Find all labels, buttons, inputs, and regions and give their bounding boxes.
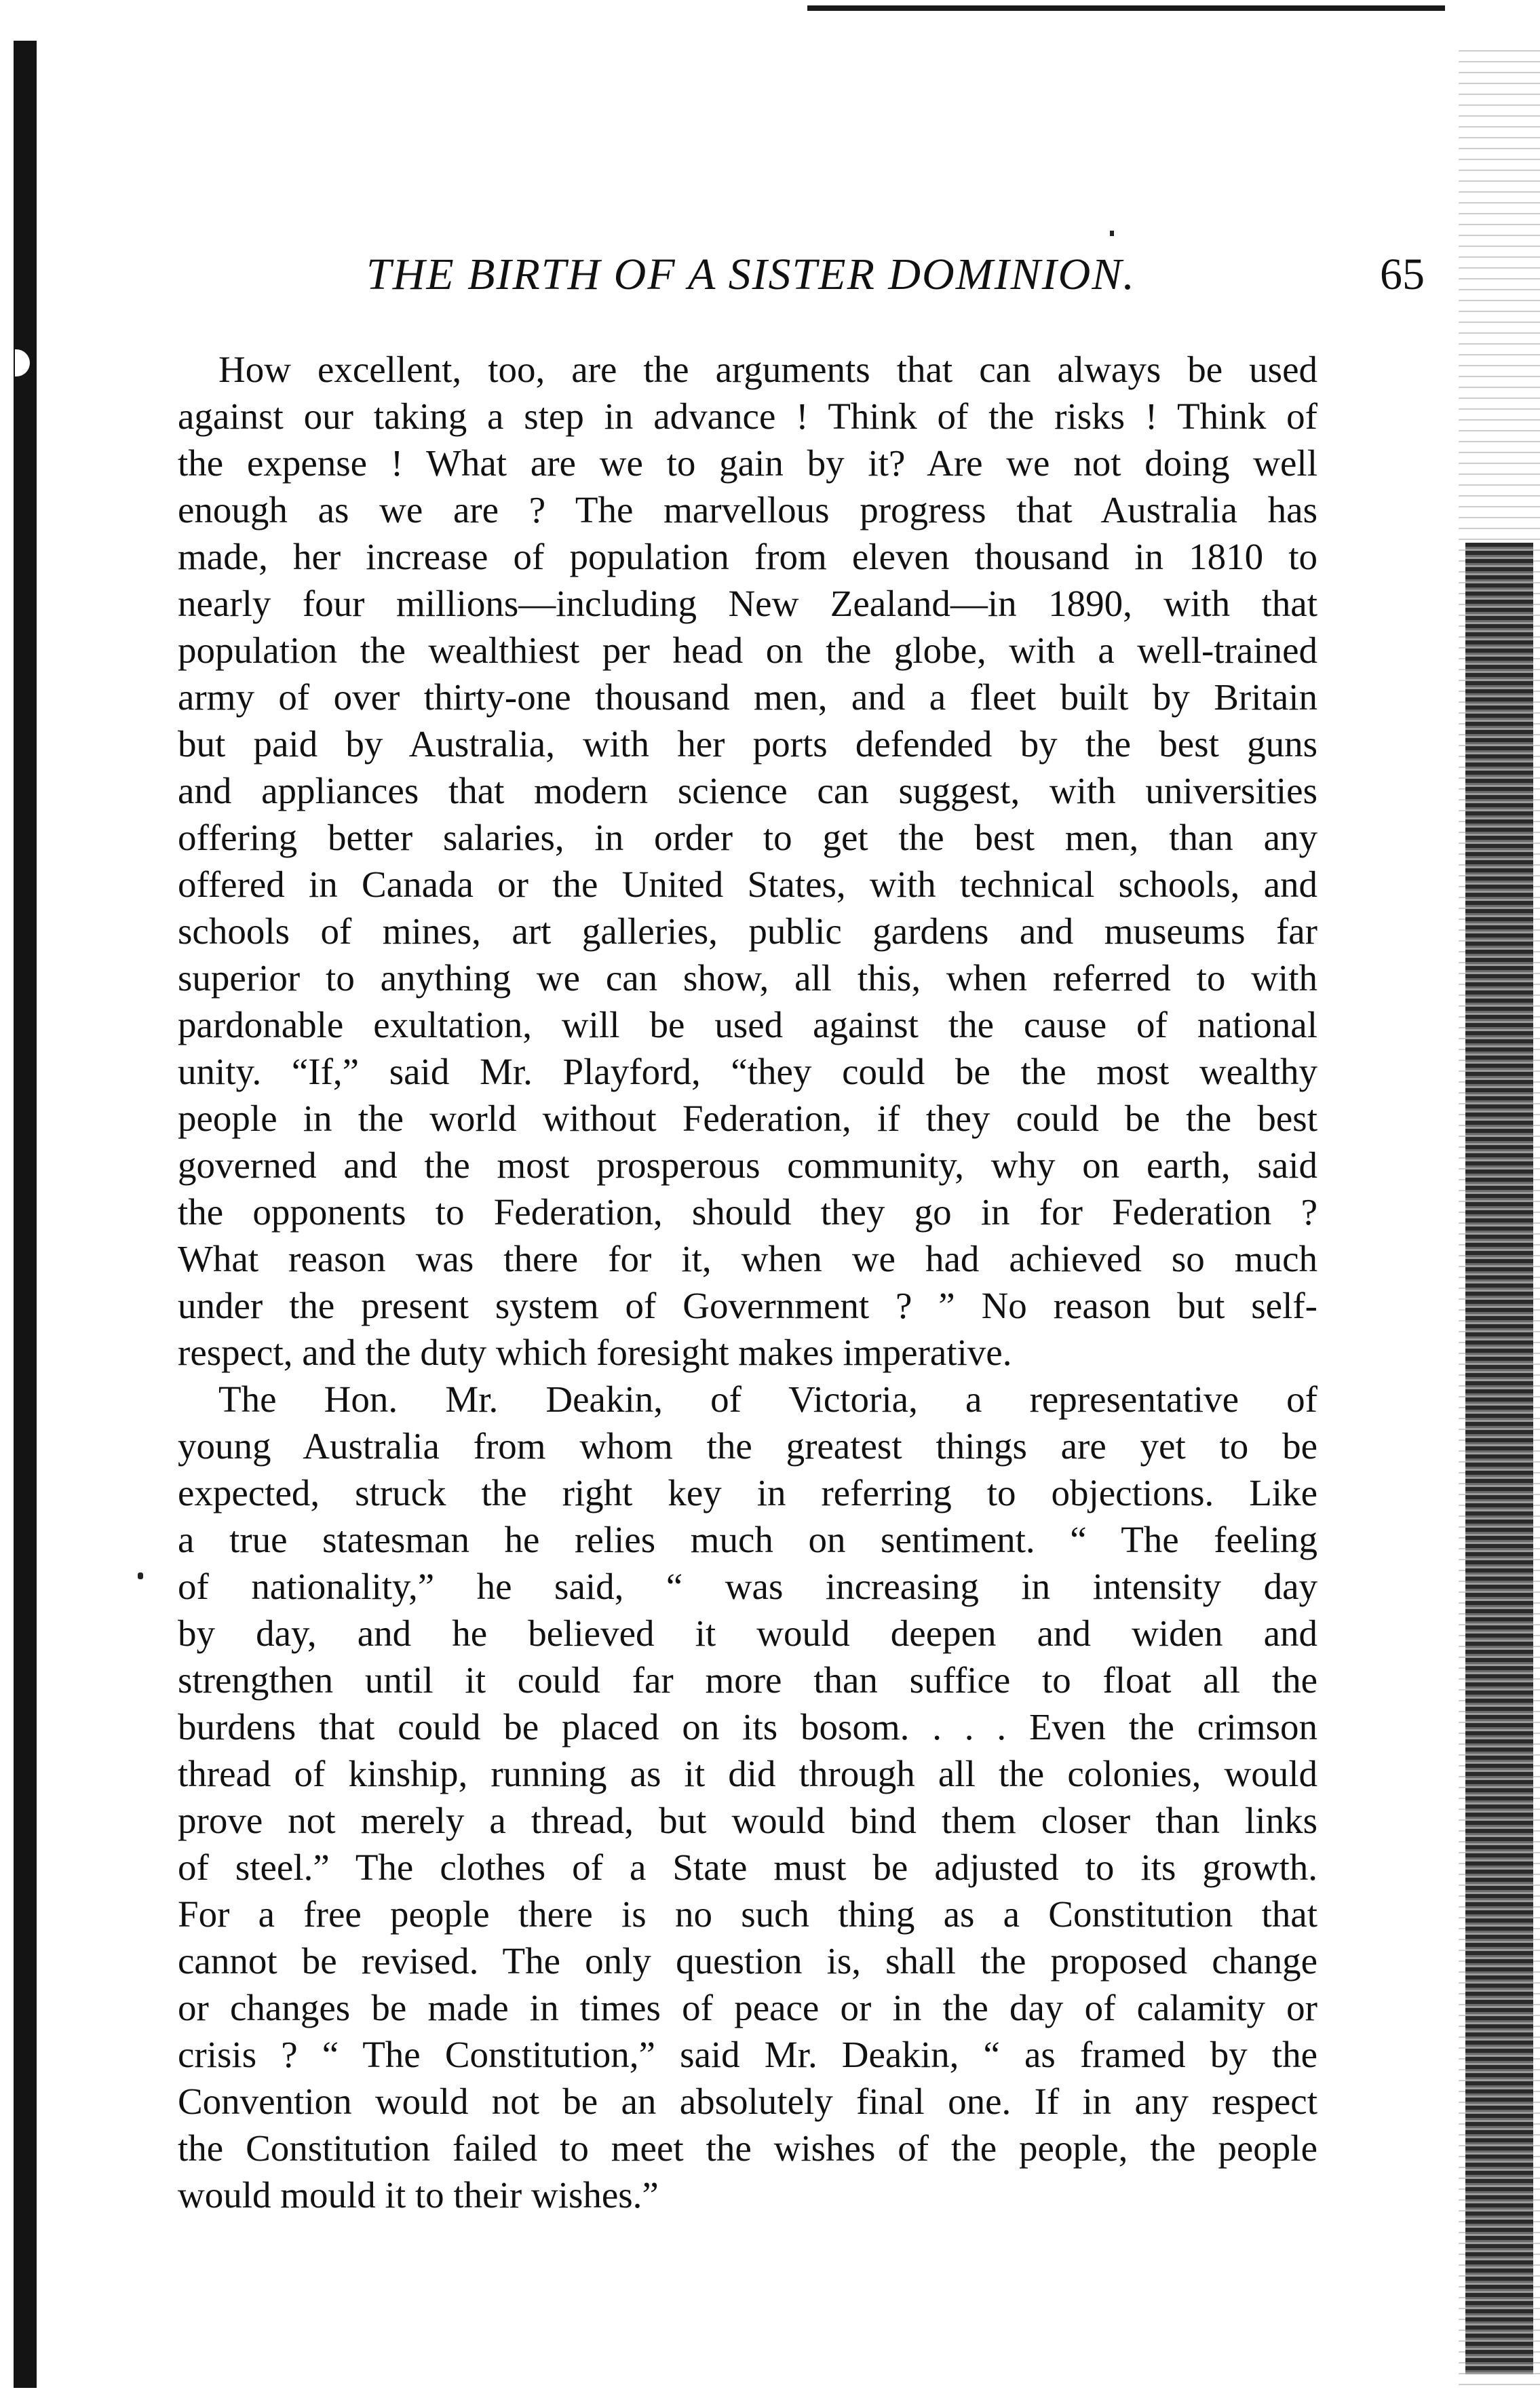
text-line: burdens that could be placed on its bosom. . . . Even the crimson [178, 1706, 1317, 1748]
text-line: crisis ? “ The Constitution,” said Mr. Deakin, “ as framed by the [178, 2034, 1317, 2075]
text-line: schools of mines, art galleries, public gardens and museums far [178, 910, 1317, 952]
right-edge-scan-band [1465, 543, 1533, 2374]
text-line: governed and the most prosperous community, why on earth, said [178, 1144, 1317, 1186]
text-line: expected, struck the right key in referring to objections. Like [178, 1472, 1317, 1513]
body-text [178, 346, 1317, 2218]
text-line: and appliances that modern science can suggest, with universities [178, 770, 1317, 811]
text-line: superior to anything we can show, all this, when referred to with [178, 957, 1317, 999]
text-line: or changes be made in times of peace or in the day of calamity or [178, 1987, 1317, 2028]
text-line: For a free people there is no such thing as a Constitution that [178, 1893, 1317, 1935]
text-line: What reason was there for it, when we had achieved so much [178, 1238, 1317, 1279]
text-line: respect, and the duty which foresight makes imperative. [178, 1332, 1012, 1373]
text-line: would mould it to their wishes.” [178, 2174, 659, 2216]
text-line: offered in Canada or the United States, with technical schools, and [178, 864, 1317, 905]
page-number: 65 [1380, 250, 1425, 299]
text-line: thread of kinship, running as it did through all the colonies, would [178, 1753, 1317, 1794]
page-header [366, 244, 1425, 305]
text-line: the expense ! What are we to gain by it? Are we not doing well [178, 442, 1317, 484]
text-line: by day, and he believed it would deepen and widen and [178, 1613, 1317, 1654]
text-line: offering better salaries, in order to get the best men, than any [178, 817, 1317, 858]
text-line: against our taking a step in advance ! Think of the risks ! Think of [178, 395, 1317, 437]
text-line: How excellent, too, are the arguments that can always be used [218, 349, 1317, 390]
header-speck [1110, 231, 1114, 236]
text-line: under the present system of Government ? ” No reason but self- [178, 1285, 1317, 1326]
text-line: a true statesman he relies much on sentiment. “ The feeling [178, 1519, 1317, 1560]
text-line: the Constitution failed to meet the wishes of the people, the people [178, 2127, 1317, 2169]
text-line: pardonable exultation, will be used against the cause of national [178, 1004, 1317, 1045]
running-title: THE BIRTH OF A SISTER DOMINION. [366, 250, 1136, 299]
text-line: nearly four millions—including New Zealand—in 1890, with that [178, 583, 1317, 624]
text-line: The Hon. Mr. Deakin, of Victoria, a representative of [218, 1378, 1317, 1420]
text-line: army of over thirty-one thousand men, and a fleet built by Britain [178, 676, 1317, 718]
text-line: cannot be revised. The only question is, shall the proposed change [178, 1940, 1317, 1982]
text-line: strengthen until it could far more than suffice to float all the [178, 1659, 1317, 1701]
text-line: of nationality,” he said, “ was increasing in intensity day [178, 1566, 1317, 1607]
margin-mark [138, 1572, 143, 1579]
top-edge-rule [807, 5, 1445, 11]
text-line: of steel.” The clothes of a State must be adjusted to its growth. [178, 1847, 1317, 1888]
text-line: Convention would not be an absolutely final one. If in any respect [178, 2081, 1317, 2122]
text-line: enough as we are ? The marvellous progress that Australia has [178, 489, 1317, 530]
text-line: the opponents to Federation, should they go in for Federation ? [178, 1191, 1317, 1233]
text-line: unity. “If,” said Mr. Playford, “they could be the most wealthy [178, 1051, 1317, 1092]
text-line: but paid by Australia, with her ports defended by the best guns [178, 723, 1317, 765]
text-line: prove not merely a thread, but would bind them closer than links [178, 1800, 1317, 1841]
left-edge-notch [15, 349, 30, 377]
text-line: young Australia from whom the greatest things are yet to be [178, 1425, 1317, 1467]
text-line: made, her increase of population from eleven thousand in 1810 to [178, 536, 1317, 577]
text-line: people in the world without Federation, if they could be the best [178, 1098, 1317, 1139]
text-line: population the wealthiest per head on the globe, with a well-trained [178, 630, 1317, 671]
left-page-edge [14, 41, 37, 2388]
